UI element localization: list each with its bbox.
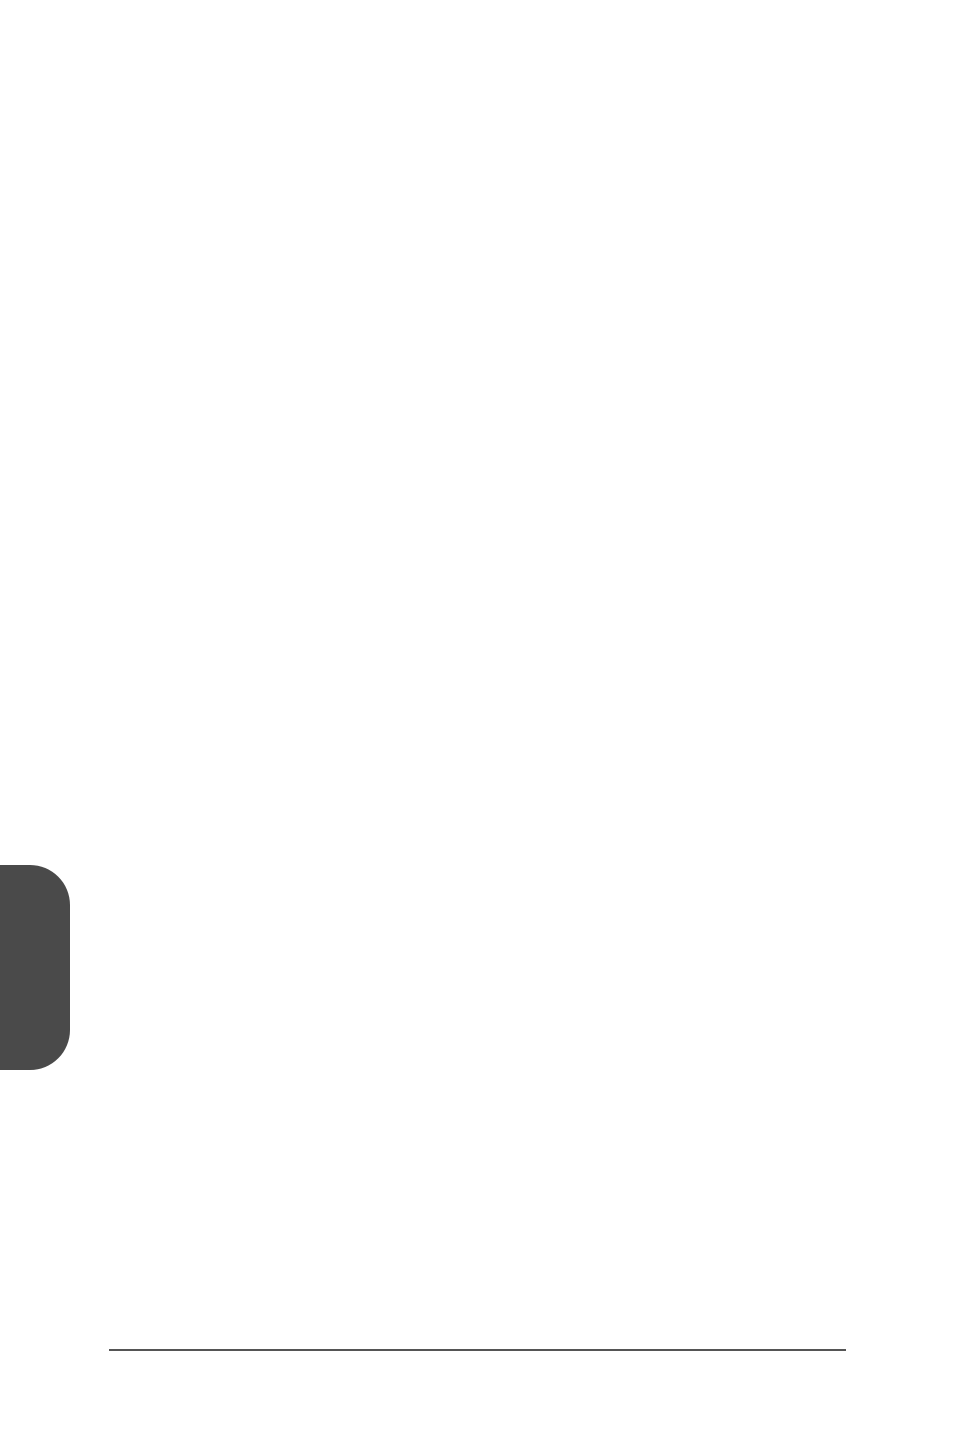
chapter-tab [0,865,70,1070]
footer-rule [109,1349,846,1351]
